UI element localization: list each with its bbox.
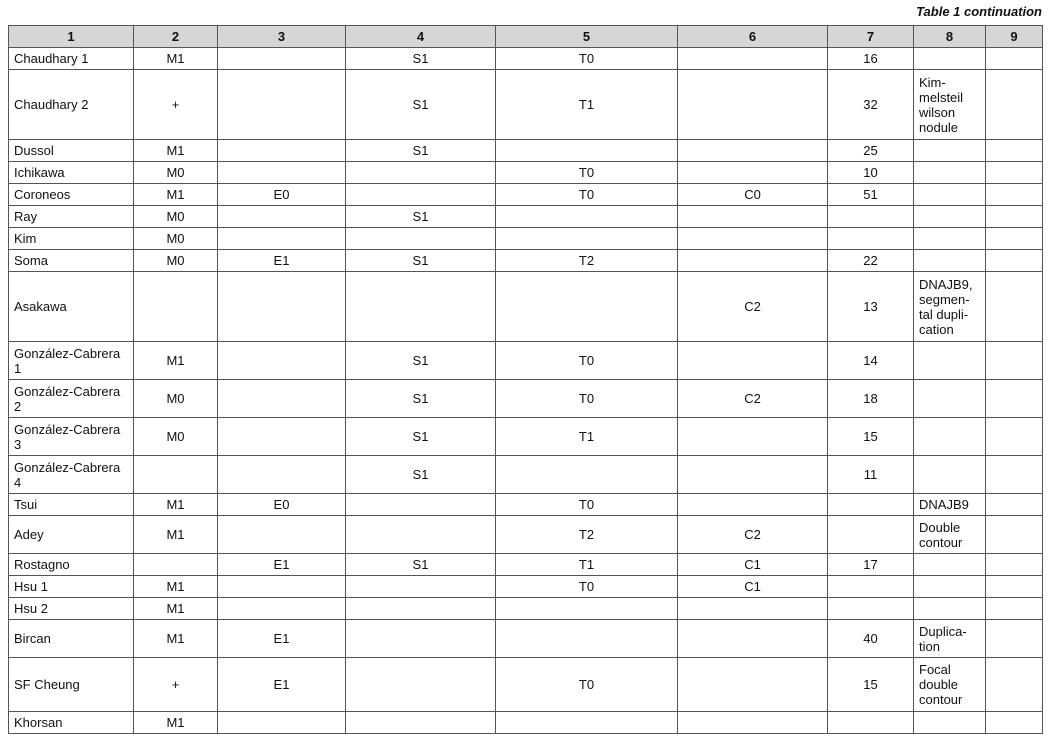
table-cell-col-8 [914, 162, 986, 184]
table-cell-col-8 [914, 456, 986, 494]
table-cell-col-4 [346, 184, 496, 206]
table-cell-col-9 [986, 228, 1043, 250]
table-cell-col-4 [346, 272, 496, 342]
table-row [9, 250, 1043, 272]
author-cell: Khorsan [9, 712, 134, 734]
table-cell-col-5: T2 [496, 516, 678, 554]
column-header-6: 6 [678, 26, 828, 48]
table-cell-col-6 [678, 598, 828, 620]
column-header-7: 7 [828, 26, 914, 48]
table-cell-col-5: T0 [496, 658, 678, 712]
author-cell: González-Cabrera 1 [9, 342, 134, 380]
table-cell-col-9 [986, 140, 1043, 162]
table-cell-col-7: 25 [828, 140, 914, 162]
table-cell-col-7 [828, 494, 914, 516]
author-cell: González-Cabrera 4 [9, 456, 134, 494]
table-cell-col-7: 22 [828, 250, 914, 272]
table-cell-col-3 [218, 70, 346, 140]
table-cell-col-9 [986, 70, 1043, 140]
table-cell-col-2: + [134, 70, 218, 140]
table-cell-col-9 [986, 48, 1043, 70]
table-cell-col-9 [986, 576, 1043, 598]
table-cell-col-5 [496, 598, 678, 620]
table-cell-col-3: E0 [218, 184, 346, 206]
table-cell-col-2 [134, 554, 218, 576]
column-header-3: 3 [218, 26, 346, 48]
table-cell-col-2: M0 [134, 162, 218, 184]
author-cell: Hsu 2 [9, 598, 134, 620]
table-cell-col-2: M1 [134, 516, 218, 554]
table-cell-col-8: Double contour [914, 516, 986, 554]
table-cell-col-6 [678, 206, 828, 228]
table-cell-col-7: 18 [828, 380, 914, 418]
author-cell: Chaudhary 1 [9, 48, 134, 70]
table-cell-col-2: M0 [134, 250, 218, 272]
table-cell-col-4: S1 [346, 342, 496, 380]
table-cell-col-2: M1 [134, 598, 218, 620]
table-cell-col-8 [914, 380, 986, 418]
table-cell-col-9 [986, 342, 1043, 380]
author-cell: Asakawa [9, 272, 134, 342]
table-cell-col-4 [346, 712, 496, 734]
table-cell-col-8 [914, 250, 986, 272]
table-row [9, 206, 1043, 228]
table-cell-col-9 [986, 658, 1043, 712]
table-cell-col-9 [986, 554, 1043, 576]
table-cell-col-4 [346, 516, 496, 554]
author-cell: Tsui [9, 494, 134, 516]
table-cell-col-6 [678, 70, 828, 140]
table-row [9, 380, 1043, 418]
table-cell-col-9 [986, 620, 1043, 658]
table-cell-col-4 [346, 494, 496, 516]
table-cell-col-4: S1 [346, 456, 496, 494]
table-cell-col-6 [678, 620, 828, 658]
table-cell-col-4: S1 [346, 250, 496, 272]
table-row [9, 620, 1043, 658]
table-cell-col-7 [828, 598, 914, 620]
data-table [8, 25, 1043, 734]
table-cell-col-2: M1 [134, 620, 218, 658]
table-cell-col-3 [218, 516, 346, 554]
table-cell-col-5: T1 [496, 418, 678, 456]
table-cell-col-7: 15 [828, 658, 914, 712]
table-row [9, 184, 1043, 206]
table-cell-col-5 [496, 456, 678, 494]
table-row [9, 140, 1043, 162]
table-cell-col-8: DNAJB9 [914, 494, 986, 516]
table-cell-col-3 [218, 598, 346, 620]
table-row [9, 516, 1043, 554]
table-cell-col-6 [678, 140, 828, 162]
table-cell-col-4: S1 [346, 70, 496, 140]
table-cell-col-7: 10 [828, 162, 914, 184]
table-cell-col-7: 32 [828, 70, 914, 140]
table-cell-col-8 [914, 554, 986, 576]
table-cell-col-9 [986, 712, 1043, 734]
table-cell-col-5: T0 [496, 494, 678, 516]
table-cell-col-9 [986, 418, 1043, 456]
table-cell-col-2: + [134, 658, 218, 712]
table-row [9, 342, 1043, 380]
author-cell: Kim [9, 228, 134, 250]
table-cell-col-5: T0 [496, 48, 678, 70]
table-cell-col-4: S1 [346, 140, 496, 162]
table-cell-col-8 [914, 48, 986, 70]
table-cell-col-7: 15 [828, 418, 914, 456]
table-cell-col-8 [914, 342, 986, 380]
table-cell-col-6 [678, 456, 828, 494]
table-cell-col-8 [914, 598, 986, 620]
author-cell: Rostagno [9, 554, 134, 576]
table-cell-col-4 [346, 228, 496, 250]
table-cell-col-3 [218, 380, 346, 418]
table-cell-col-8: Duplica- tion [914, 620, 986, 658]
table-cell-col-6: C1 [678, 576, 828, 598]
table-cell-col-3: E1 [218, 554, 346, 576]
column-header-8: 8 [914, 26, 986, 48]
table-cell-col-3 [218, 576, 346, 598]
table-cell-col-2: M1 [134, 48, 218, 70]
table-row [9, 554, 1043, 576]
table-cell-col-2: M0 [134, 206, 218, 228]
header-row [9, 26, 1043, 48]
table-row [9, 456, 1043, 494]
table-cell-col-7: 17 [828, 554, 914, 576]
table-cell-col-2: M1 [134, 342, 218, 380]
table-cell-col-4 [346, 658, 496, 712]
table-cell-col-8 [914, 712, 986, 734]
table-cell-col-6 [678, 250, 828, 272]
table-cell-col-5 [496, 712, 678, 734]
table-row [9, 576, 1043, 598]
table-cell-col-5 [496, 206, 678, 228]
table-cell-col-9 [986, 494, 1043, 516]
table-cell-col-8: Kim- melsteil wilson nodule [914, 70, 986, 140]
column-header-9: 9 [986, 26, 1043, 48]
table-cell-col-9 [986, 456, 1043, 494]
author-cell: Bircan [9, 620, 134, 658]
table-cell-col-7 [828, 712, 914, 734]
table-cell-col-9 [986, 272, 1043, 342]
table-cell-col-5 [496, 140, 678, 162]
table-cell-col-6: C2 [678, 516, 828, 554]
author-cell: Soma [9, 250, 134, 272]
table-cell-col-9 [986, 184, 1043, 206]
table-cell-col-7: 11 [828, 456, 914, 494]
table-cell-col-7 [828, 206, 914, 228]
column-header-1: 1 [9, 26, 134, 48]
table-row [9, 162, 1043, 184]
table-cell-col-2: M1 [134, 184, 218, 206]
table-caption: Table 1 continuation [916, 4, 1042, 19]
table-cell-col-8: Focal double contour [914, 658, 986, 712]
table-cell-col-6: C1 [678, 554, 828, 576]
table-cell-col-5 [496, 272, 678, 342]
table-cell-col-2 [134, 456, 218, 494]
table-cell-col-8 [914, 418, 986, 456]
table-cell-col-7: 51 [828, 184, 914, 206]
table-cell-col-9 [986, 250, 1043, 272]
table-cell-col-7 [828, 228, 914, 250]
table-cell-col-2: M0 [134, 228, 218, 250]
table-cell-col-3 [218, 418, 346, 456]
table-cell-col-6 [678, 712, 828, 734]
table-cell-col-6 [678, 418, 828, 456]
column-header-4: 4 [346, 26, 496, 48]
table-cell-col-3 [218, 272, 346, 342]
table-cell-col-4: S1 [346, 48, 496, 70]
table-row [9, 658, 1043, 712]
table-row [9, 598, 1043, 620]
table-cell-col-9 [986, 598, 1043, 620]
table-cell-col-7: 13 [828, 272, 914, 342]
table-cell-col-2 [134, 272, 218, 342]
table-cell-col-6 [678, 342, 828, 380]
table-row [9, 712, 1043, 734]
table-cell-col-6: C2 [678, 272, 828, 342]
author-cell: Chaudhary 2 [9, 70, 134, 140]
table-cell-col-6 [678, 494, 828, 516]
table-cell-col-5: T0 [496, 380, 678, 418]
author-cell: González-Cabrera 3 [9, 418, 134, 456]
table-cell-col-3 [218, 48, 346, 70]
table-cell-col-6 [678, 658, 828, 712]
table-cell-col-8 [914, 206, 986, 228]
table-cell-col-6 [678, 48, 828, 70]
table-cell-col-7: 16 [828, 48, 914, 70]
table-cell-col-4 [346, 598, 496, 620]
table-cell-col-5: T1 [496, 70, 678, 140]
table-cell-col-8 [914, 184, 986, 206]
table-cell-col-4 [346, 620, 496, 658]
table-cell-col-2: M0 [134, 418, 218, 456]
table-cell-col-4: S1 [346, 554, 496, 576]
table-cell-col-4: S1 [346, 206, 496, 228]
table-cell-col-7: 40 [828, 620, 914, 658]
table-cell-col-8 [914, 140, 986, 162]
table-cell-col-8 [914, 228, 986, 250]
table-cell-col-2: M0 [134, 380, 218, 418]
author-cell: Coroneos [9, 184, 134, 206]
table-cell-col-9 [986, 516, 1043, 554]
table-body [9, 48, 1043, 734]
table-cell-col-3: E1 [218, 250, 346, 272]
column-header-5: 5 [496, 26, 678, 48]
author-cell: Dussol [9, 140, 134, 162]
table-row [9, 418, 1043, 456]
table-cell-col-7: 14 [828, 342, 914, 380]
table-cell-col-3: E1 [218, 658, 346, 712]
table-cell-col-4 [346, 576, 496, 598]
table-cell-col-3 [218, 162, 346, 184]
table-cell-col-5: T0 [496, 576, 678, 598]
author-cell: González-Cabrera 2 [9, 380, 134, 418]
table-cell-col-5 [496, 228, 678, 250]
table-cell-col-5: T0 [496, 162, 678, 184]
author-cell: Ichikawa [9, 162, 134, 184]
author-cell: Adey [9, 516, 134, 554]
author-cell: Ray [9, 206, 134, 228]
table-cell-col-6 [678, 228, 828, 250]
table-cell-col-2: M1 [134, 140, 218, 162]
table-cell-col-5: T0 [496, 342, 678, 380]
table-cell-col-9 [986, 380, 1043, 418]
table-cell-col-3 [218, 456, 346, 494]
table-cell-col-5: T2 [496, 250, 678, 272]
table-row [9, 494, 1043, 516]
table-cell-col-3 [218, 228, 346, 250]
table-cell-col-3 [218, 140, 346, 162]
table-cell-col-5 [496, 620, 678, 658]
table-cell-col-3 [218, 342, 346, 380]
table-cell-col-4: S1 [346, 380, 496, 418]
table-cell-col-4 [346, 162, 496, 184]
table-cell-col-4: S1 [346, 418, 496, 456]
table-cell-col-3 [218, 206, 346, 228]
table-cell-col-5: T1 [496, 554, 678, 576]
table-cell-col-3: E1 [218, 620, 346, 658]
table-cell-col-8 [914, 576, 986, 598]
author-cell: Hsu 1 [9, 576, 134, 598]
table-row [9, 272, 1043, 342]
table-cell-col-2: M1 [134, 494, 218, 516]
table-row [9, 48, 1043, 70]
table-cell-col-7 [828, 576, 914, 598]
table-cell-col-6: C2 [678, 380, 828, 418]
table-cell-col-9 [986, 206, 1043, 228]
table-row [9, 70, 1043, 140]
table-cell-col-6 [678, 162, 828, 184]
author-cell: SF Cheung [9, 658, 134, 712]
table-cell-col-5: T0 [496, 184, 678, 206]
table-cell-col-8: DNAJB9, segmen- tal dupli- cation [914, 272, 986, 342]
table-cell-col-9 [986, 162, 1043, 184]
column-header-2: 2 [134, 26, 218, 48]
table-row [9, 228, 1043, 250]
table-cell-col-2: M1 [134, 712, 218, 734]
table-cell-col-7 [828, 516, 914, 554]
table-cell-col-3 [218, 712, 346, 734]
table-cell-col-3: E0 [218, 494, 346, 516]
table-cell-col-6: C0 [678, 184, 828, 206]
table-cell-col-2: M1 [134, 576, 218, 598]
